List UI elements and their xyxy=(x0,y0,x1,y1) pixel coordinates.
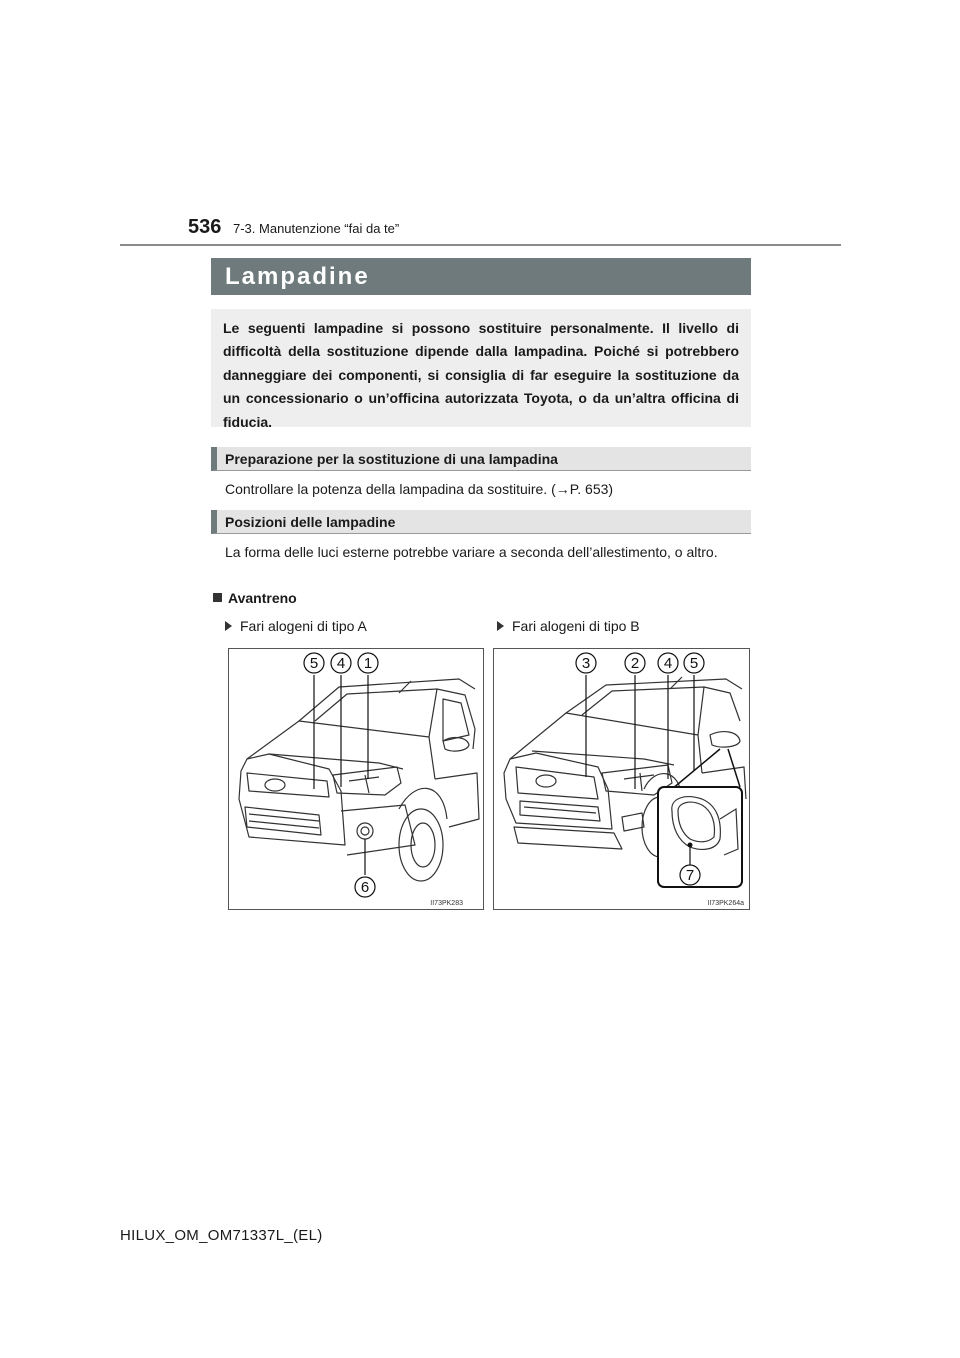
caption-type-b-label: Fari alogeni di tipo B xyxy=(512,618,640,634)
truck-illustration-b xyxy=(494,649,749,909)
page-number: 536 xyxy=(188,216,222,238)
figure-type-b xyxy=(493,648,750,910)
header-divider xyxy=(120,244,841,246)
triangle-bullet-icon xyxy=(497,621,504,631)
bullet-avantreno-label: Avantreno xyxy=(228,590,297,606)
subheading-positions xyxy=(211,510,751,534)
callout-label: 5 xyxy=(689,655,699,672)
callout-label: 3 xyxy=(581,655,591,672)
intro-text: Le seguenti lampadine si possono sostituire personalmente. Il livello di difficoltà della sostituzione dipende dalla lampadina. Poiché si potrebbero danneggiare dei componenti, si consiglia di far eseguire la sostituzione da un concessionario o un’officina autorizzata Toyota, o da un’altra officina di fiducia. xyxy=(223,320,739,430)
section-path: 7-3. Manutenzione “fai da te” xyxy=(233,221,400,236)
page-title: Lampadine xyxy=(225,263,370,290)
document-footer: HILUX_OM_OM71337L_(EL) xyxy=(120,1227,323,1244)
subheading-preparation-label: Preparazione per la sostituzione di una lampadina xyxy=(225,451,558,467)
caption-type-a xyxy=(225,618,367,634)
figure-code: II73PK283 xyxy=(430,900,463,907)
callout-label: 4 xyxy=(663,655,673,672)
page-title-bar xyxy=(211,258,751,295)
callout-label: 7 xyxy=(685,867,695,884)
square-bullet-icon xyxy=(213,593,222,602)
callout-label: 2 xyxy=(630,655,640,672)
caption-type-a-label: Fari alogeni di tipo A xyxy=(240,618,367,634)
caption-type-b xyxy=(497,618,640,634)
truck-illustration-a xyxy=(229,649,483,909)
subheading-preparation xyxy=(211,447,751,471)
preparation-text: Controllare la potenza della lampadina da sostituire. (→P. 653) xyxy=(225,481,614,497)
triangle-bullet-icon xyxy=(225,621,232,631)
callout-label: 6 xyxy=(360,879,370,896)
bullet-avantreno xyxy=(211,590,297,606)
intro-box xyxy=(211,309,751,430)
positions-text: La forma delle luci esterne potrebbe variare a seconda dell’allestimento, o altro. xyxy=(225,544,718,560)
subheading-positions-label: Posizioni delle lampadine xyxy=(225,514,396,530)
figure-code: II73PK264a xyxy=(707,900,744,907)
callout-label: 5 xyxy=(309,655,319,672)
callout-label: 1 xyxy=(363,655,373,672)
callout-label: 4 xyxy=(336,655,346,672)
mirror-light-dot xyxy=(688,843,693,848)
figure-type-a xyxy=(228,648,484,910)
